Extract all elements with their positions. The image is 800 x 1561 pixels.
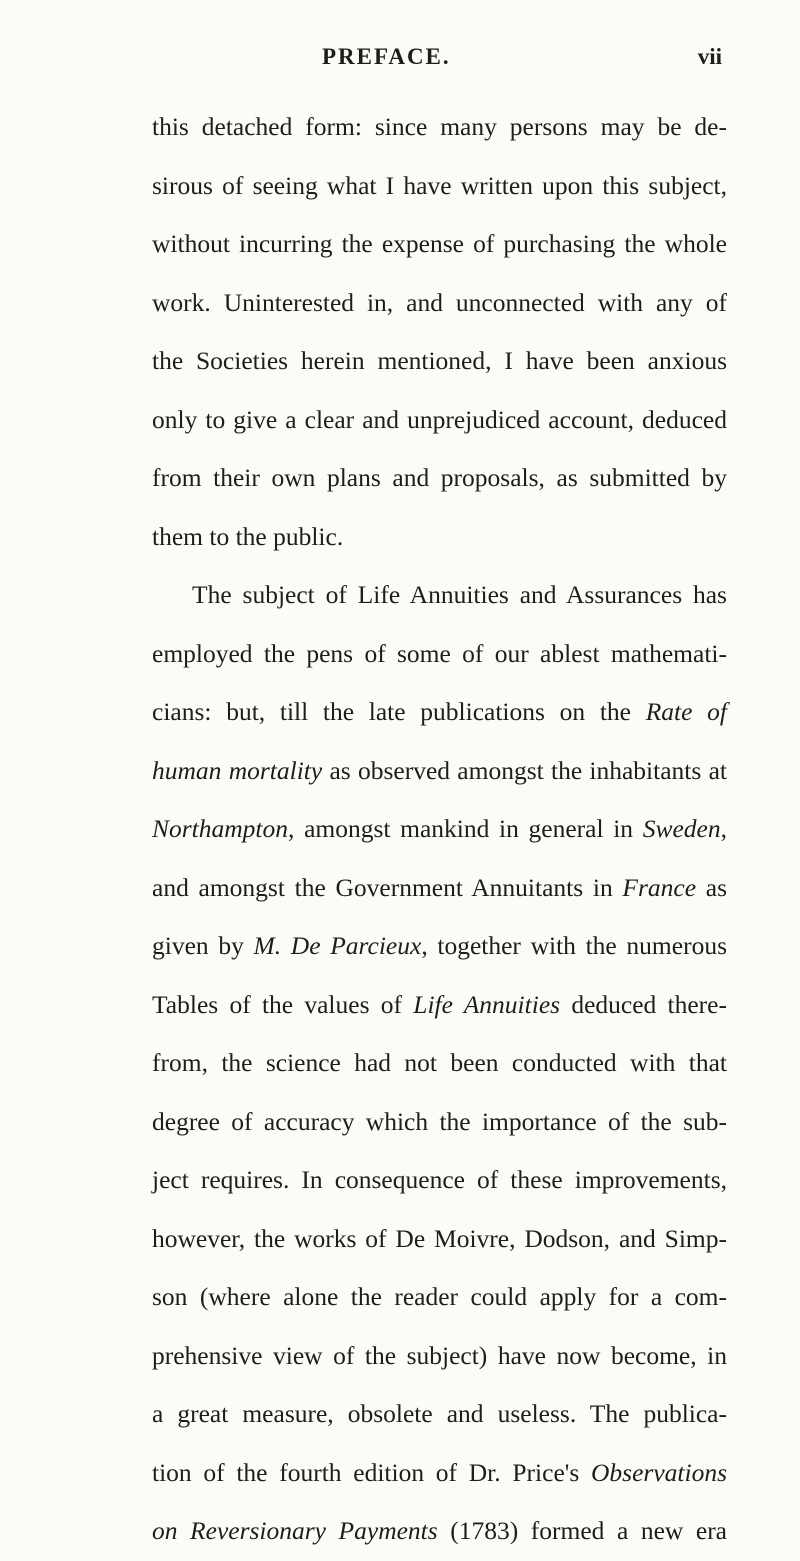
italic-text: on Reversionary Payments	[152, 1516, 438, 1545]
text-span: from their own plans and proposals, as submitted by	[152, 463, 727, 492]
text-line	[152, 1327, 727, 1386]
text-span: ject requires. In consequence of these improvements,	[152, 1165, 727, 1194]
text-span: work. Uninterested in, and unconnected with any of	[152, 287, 727, 317]
text-line	[152, 391, 727, 450]
text-span: son (where alone the reader could apply for a com-	[152, 1282, 727, 1311]
text-span: cians: but, till the late publications on the	[152, 697, 646, 726]
text-line	[152, 508, 727, 567]
text-span: from, the science had not been conducted with that	[152, 1048, 727, 1077]
text-span: as observed amongst the inhabitants at	[322, 755, 727, 785]
text-line	[152, 1502, 727, 1561]
text-line	[152, 859, 727, 918]
text-span: as	[696, 872, 727, 902]
italic-text: Sweden	[642, 814, 721, 843]
text-span: without incurring the expense of purchasing the whole	[152, 229, 727, 258]
text-line	[152, 1210, 727, 1269]
text-span: and amongst the Government Annuitants in	[152, 872, 623, 902]
body-text	[152, 98, 727, 1561]
text-line	[152, 215, 727, 274]
text-line	[152, 917, 727, 976]
text-span: employed the pens of some of our ablest mathemati-	[152, 638, 727, 668]
text-span: , together with the numerous	[421, 931, 727, 960]
text-span: given by	[152, 931, 254, 960]
text-line	[152, 98, 727, 157]
text-line	[152, 157, 727, 216]
text-span: Tables of the values of	[152, 989, 414, 1019]
text-line	[152, 1151, 727, 1210]
text-span: them to the public.	[152, 521, 344, 551]
text-line	[152, 1034, 727, 1093]
text-span: degree of accuracy which the importance of the sub-	[152, 1106, 727, 1136]
text-line	[152, 332, 727, 391]
text-span: The subject of Life Annuities and Assurances has	[192, 580, 727, 609]
text-span: deduced there-	[560, 989, 727, 1019]
text-line	[152, 449, 727, 508]
text-line	[152, 800, 727, 859]
page-number: vii	[697, 44, 722, 69]
text-span: , amongst mankind in general in	[288, 814, 643, 843]
italic-text: Rate of	[645, 697, 727, 726]
text-line	[152, 274, 727, 333]
italic-text: Observations	[591, 1457, 727, 1487]
text-line	[152, 1093, 727, 1152]
italic-text: Northampton	[152, 814, 289, 843]
text-line	[152, 625, 727, 684]
text-span: the Societies herein mentioned, I have been anxious	[152, 346, 727, 375]
running-head	[152, 44, 722, 84]
text-span: this detached form: since many persons may be de-	[152, 112, 727, 141]
running-title: PREFACE.	[322, 44, 451, 69]
text-span: tion of the fourth edition of Dr. Price's	[152, 1457, 591, 1487]
text-span: a great measure, obsolete and useless. The publica-	[152, 1399, 727, 1428]
text-span: however, the works of De Moivre, Dodson, and Simp-	[152, 1223, 727, 1253]
text-span: only to give a clear and unprejudiced account, deduced	[152, 404, 727, 434]
text-span: prehensive view of the subject) have now become, in	[152, 1340, 727, 1370]
text-line	[152, 683, 727, 742]
text-line	[152, 1268, 727, 1327]
text-line	[152, 566, 727, 625]
text-span: sirous of seeing what I have written upon this subject,	[152, 170, 727, 200]
text-span: (1783) formed a new era	[437, 1516, 727, 1545]
text-line	[152, 1385, 727, 1444]
italic-text: Life Annuities	[413, 989, 561, 1019]
italic-text: M. De Parcieux	[253, 931, 422, 960]
italic-text: France	[622, 872, 697, 902]
italic-text: human mortality	[152, 755, 323, 785]
text-line	[152, 742, 727, 801]
text-line	[152, 976, 727, 1035]
text-line	[152, 1444, 727, 1503]
text-span: ,	[720, 814, 727, 843]
